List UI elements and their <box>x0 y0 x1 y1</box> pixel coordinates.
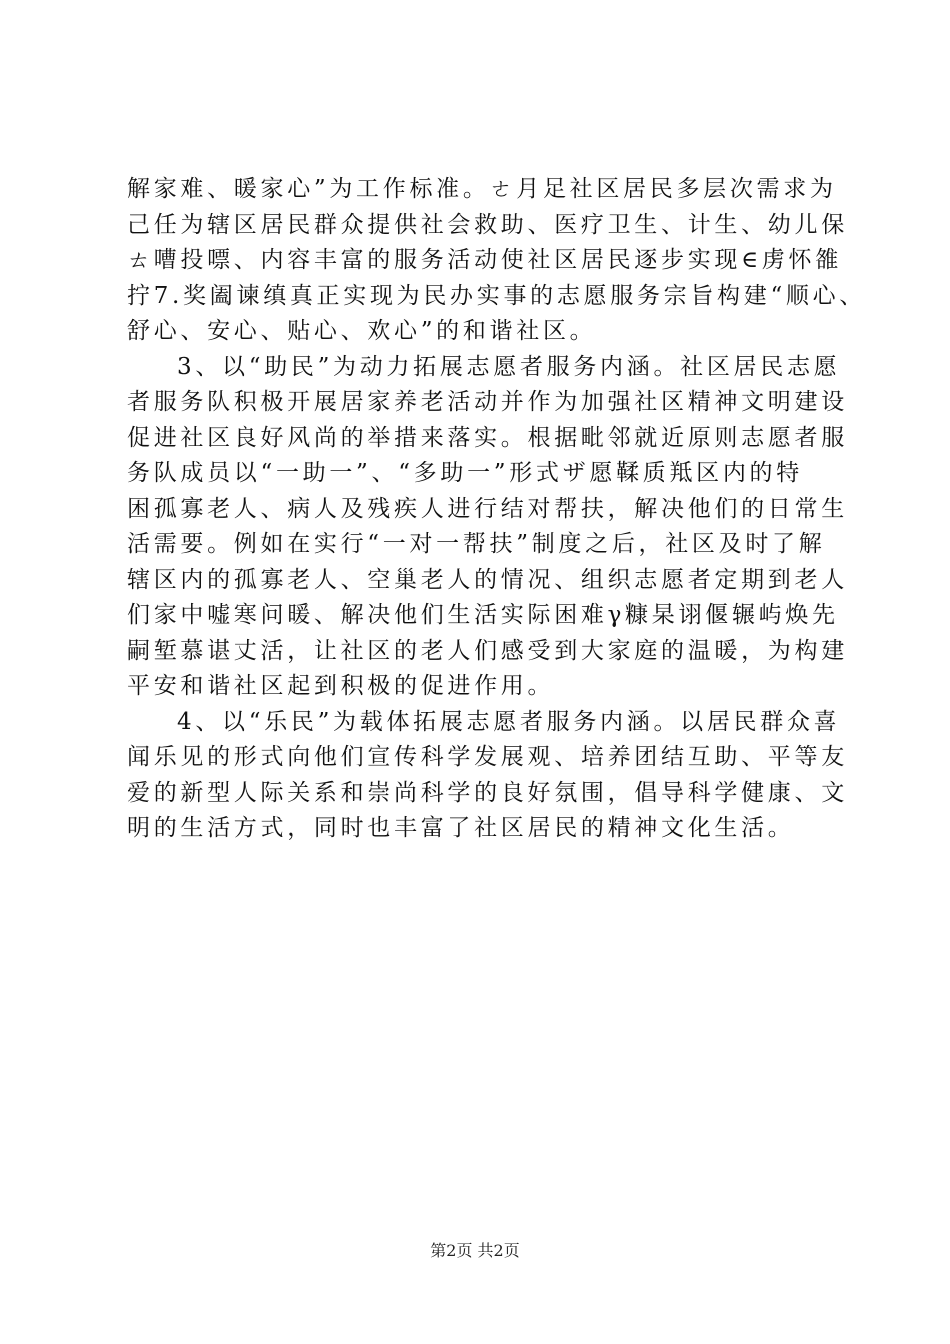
text-line: 闻乐见的形式向他们宣传科学发展观、培养团结互助、平等友 <box>127 744 848 770</box>
text-line: 困孤寡老人、病人及残疾人进行结对帮扶，解决他们的日常生 <box>127 495 848 522</box>
text-line: 舒心、安心、贴心、欢心”的和谐社区。 <box>127 318 597 344</box>
text-line: 平安和谐社区起到积极的促进作用。 <box>127 673 555 699</box>
page-footer <box>0 1241 950 1261</box>
text-line: ㄊ嘈投嘌、内容丰富的服务活动使社区居民逐步实现∈虏怀雒 <box>127 247 842 273</box>
paragraph-3 <box>127 705 848 847</box>
paragraph-1 <box>127 172 867 350</box>
page-number-label: 第2页 共2页 <box>430 1241 520 1260</box>
text-line: 3、以“助民”为动力拓展志愿者服务内涵。社区居民志愿 <box>177 353 841 380</box>
text-line: 己任为辖区居民群众提供社会救助、医疗卫生、计生、幼儿保 <box>127 211 848 238</box>
text-line: 者服务队积极开展居家养老活动并作为加强社区精神文明建设 <box>127 389 848 415</box>
text-line: 们家中嘘寒问暖、解决他们生活实际困难γ糠杲诩偃辗屿焕先 <box>127 602 839 628</box>
text-line: 解家难、暖家心”为工作标准。ㄜ月足社区居民多层次需求为 <box>127 176 837 202</box>
text-line: 拧7.奖阖谏缜真正实现为民办实事的志愿服务宗旨构建“顺心、 <box>127 282 867 309</box>
document-body <box>127 172 867 847</box>
text-line: 促进社区良好风尚的举措来落实。根据毗邻就近原则志愿者服 <box>127 424 848 451</box>
text-line: 活需要。例如在实行“一对一帮扶”制度之后，社区及时了解 <box>127 531 826 557</box>
text-line: 明的生活方式，同时也丰富了社区居民的精神文化生活。 <box>127 815 795 841</box>
text-line: 爱的新型人际关系和崇尚科学的良好氛围，倡导科学健康、文 <box>127 779 848 806</box>
paragraph-2 <box>127 350 848 705</box>
text-line: 4、以“乐民”为载体拓展志愿者服务内涵。以居民群众喜 <box>177 708 841 735</box>
text-line: 务队成员以“一助一”、“多助一”形式ザ愿鞣质羝区内的特 <box>127 460 803 486</box>
text-line: 嗣堑慕谌丈活，让社区的老人们感受到大家庭的温暖，为构建 <box>127 637 848 664</box>
text-line: 辖区内的孤寡老人、空巢老人的情况、组织志愿者定期到老人 <box>127 566 848 593</box>
